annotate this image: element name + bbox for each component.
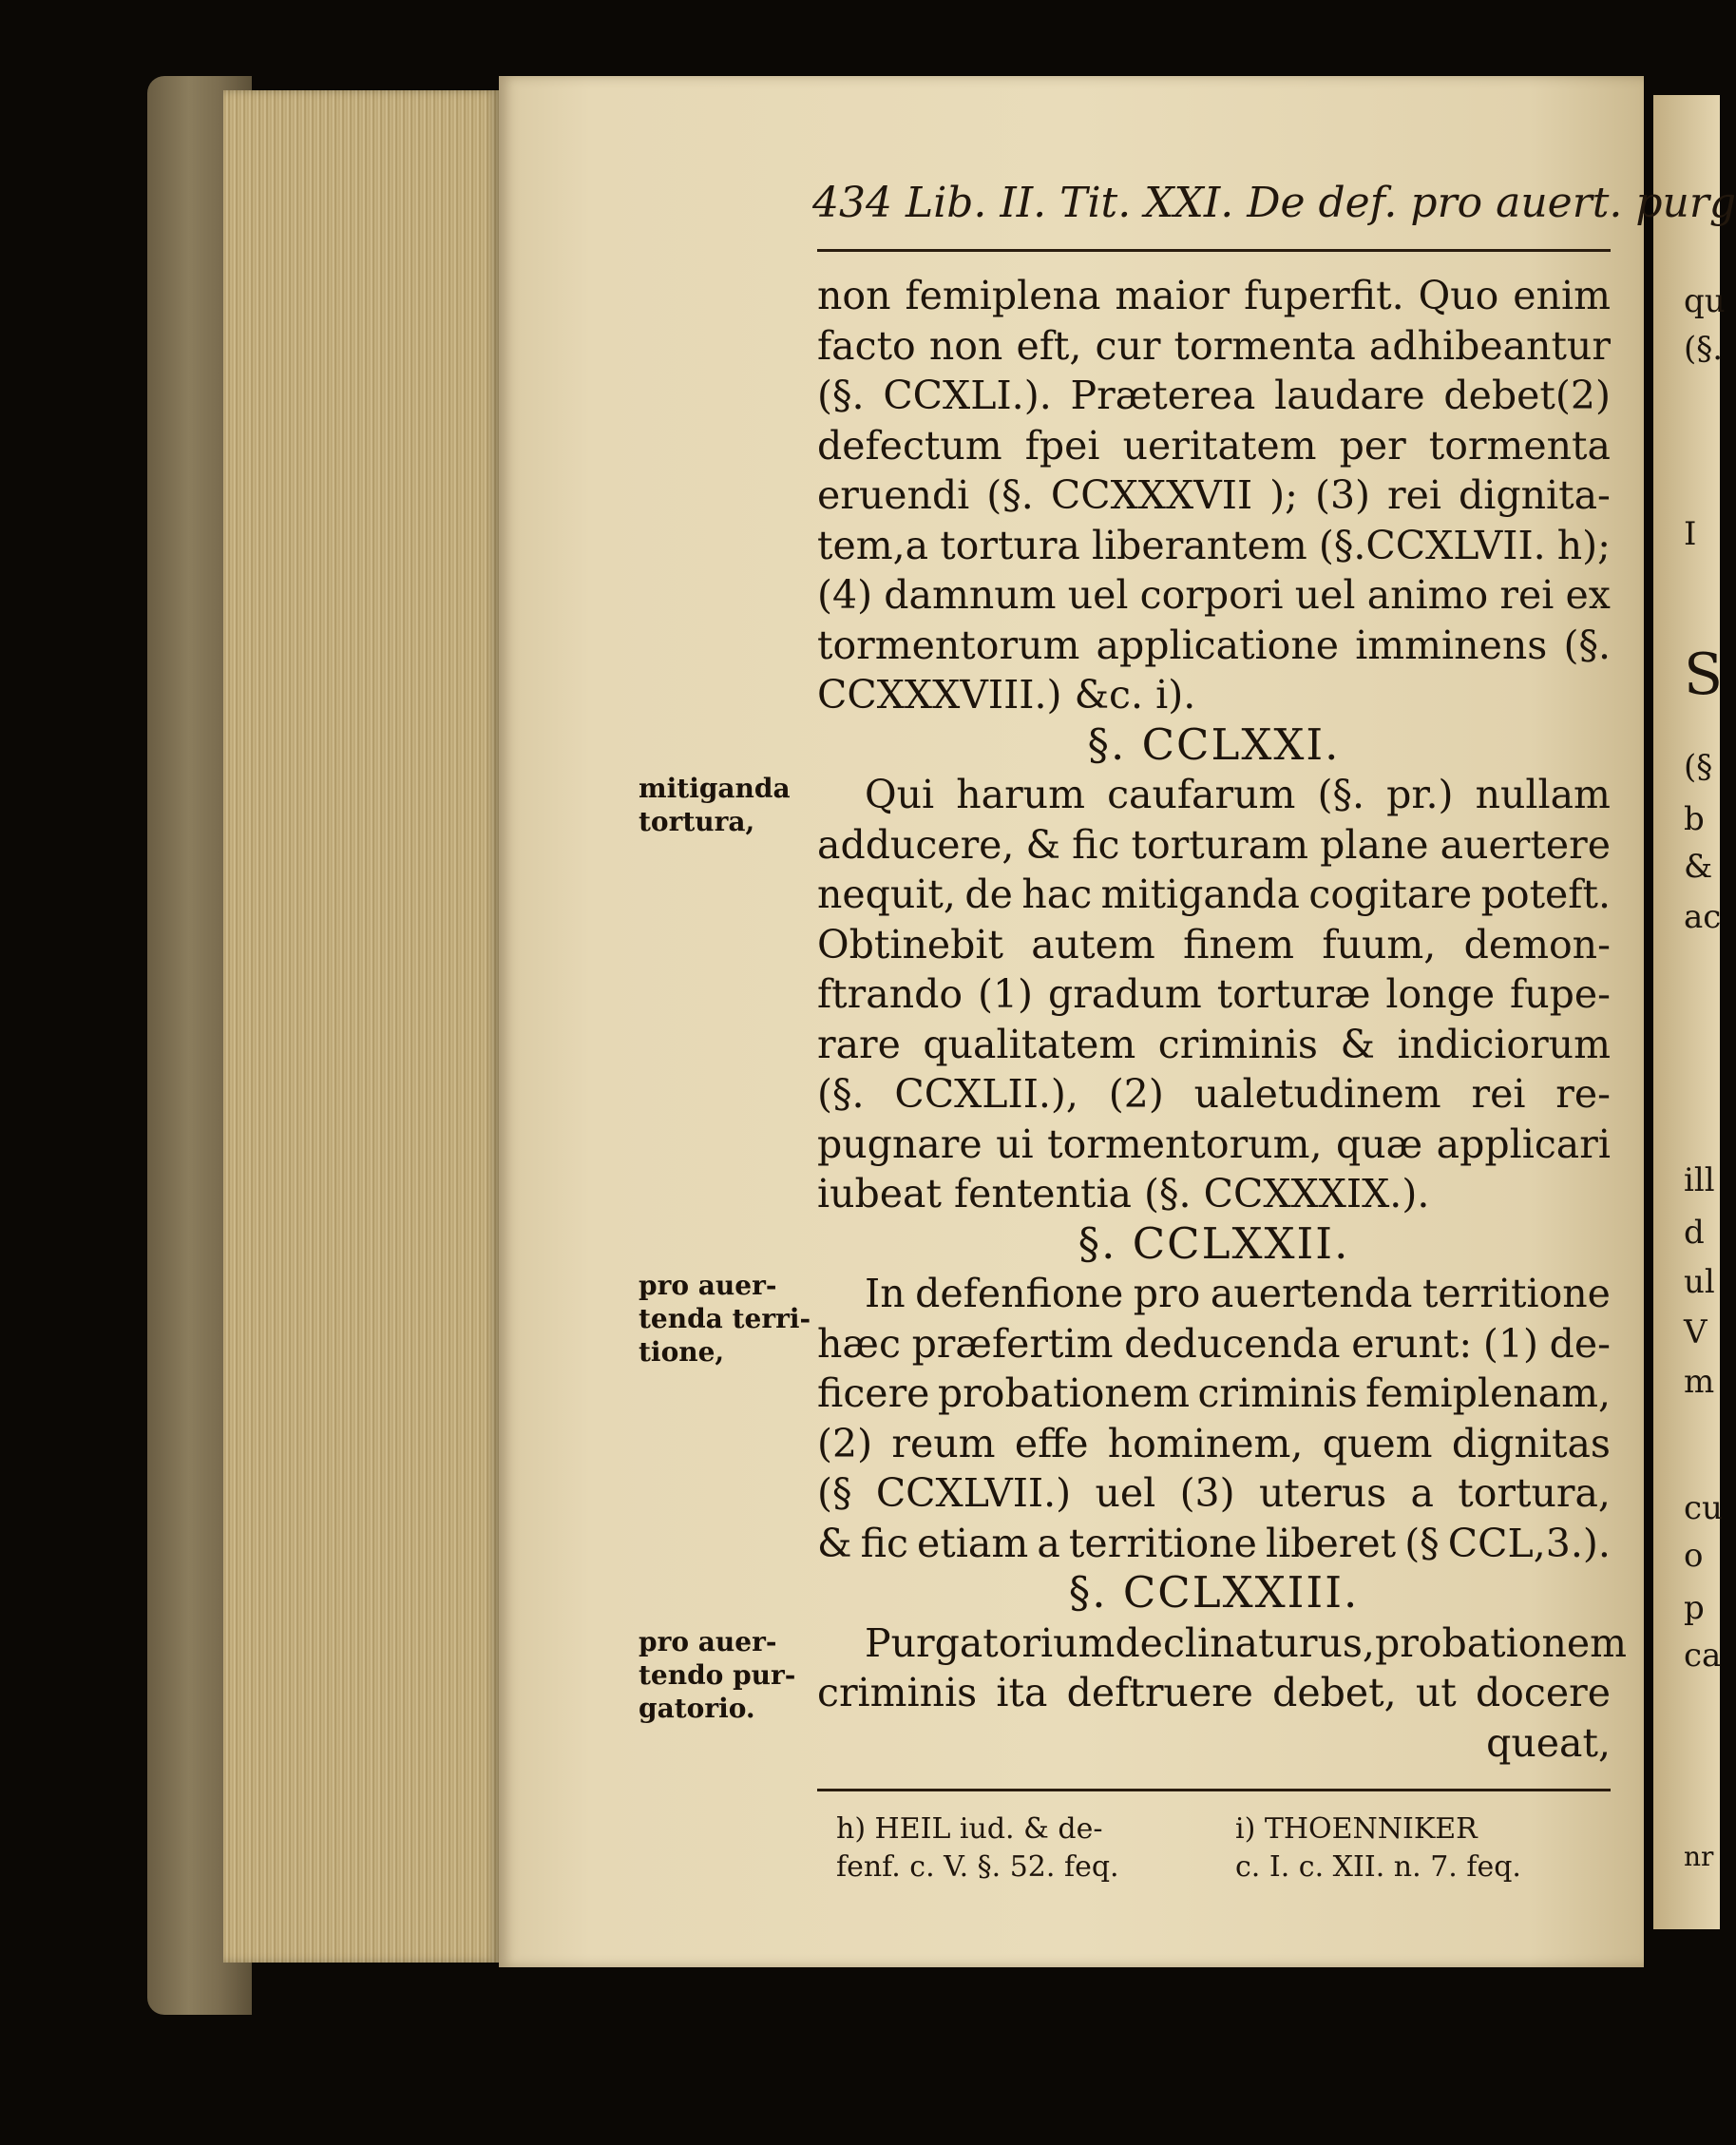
word: a (1037, 1520, 1060, 1566)
word: deducenda (1124, 1320, 1341, 1367)
body-line (817, 1269, 1611, 1319)
word: imminens (1355, 622, 1548, 668)
word: fupe- (1510, 971, 1611, 1017)
word: CCL,3.). (1447, 1520, 1611, 1566)
facing-fragment: (§. (1684, 330, 1724, 368)
word: tormentorum (817, 622, 1080, 668)
word: tormentorum, (1047, 1120, 1323, 1167)
word: pr.) (1386, 772, 1454, 817)
facing-fragment: ca (1684, 1637, 1722, 1675)
word: criminis (1197, 1370, 1358, 1416)
word: (§. (986, 472, 1034, 518)
marginal-line: gatorio. (639, 1693, 755, 1724)
word: declinaturus, (1115, 1619, 1375, 1666)
word: criminis (817, 1670, 978, 1715)
word: non (928, 322, 1003, 369)
facing-fragment: & (1684, 848, 1713, 886)
word: defenfione (915, 1271, 1124, 1316)
body-line (817, 521, 1611, 571)
word: corpori (1139, 572, 1284, 618)
marginal-note (639, 1625, 795, 1725)
body-line (817, 1120, 1611, 1170)
word: torturæ (1216, 971, 1371, 1017)
word: animo (1366, 572, 1489, 618)
section-heading (817, 1219, 1611, 1270)
body-line (817, 321, 1611, 372)
section-heading (817, 720, 1611, 771)
body-text (817, 271, 1627, 1768)
marginal-line: pro auer- (639, 1270, 777, 1301)
word: defectum (817, 422, 1002, 469)
marginal-line: tione, (639, 1336, 725, 1368)
body-line (817, 1419, 1611, 1469)
marginal-note (639, 1269, 811, 1369)
word: debet, (1272, 1670, 1397, 1715)
word: probationem (1374, 1619, 1627, 1666)
word: fic (1072, 821, 1120, 868)
body-line (817, 371, 1611, 421)
word: fpei (1024, 422, 1100, 469)
word: (2) (817, 1420, 873, 1466)
word: nullam (1475, 772, 1611, 817)
word: (§. (817, 1071, 865, 1117)
word: femiplena (905, 273, 1101, 318)
word: longe (1385, 971, 1496, 1017)
marginal-line: tenda terri- (639, 1303, 811, 1334)
word: CCXXXVII (1050, 472, 1253, 518)
word: a (1410, 1470, 1434, 1516)
facing-fragment: S (1684, 642, 1724, 708)
word: auertere (1440, 821, 1611, 868)
word: (§ (1404, 1520, 1440, 1566)
word: quem (1322, 1420, 1433, 1466)
word: probationem (937, 1370, 1190, 1416)
word: ui (996, 1120, 1034, 1167)
body-line (817, 670, 1611, 720)
word: (§. (1317, 772, 1365, 817)
word: autem (1031, 921, 1155, 967)
body-line (817, 271, 1611, 321)
facing-fragment: ill (1684, 1161, 1715, 1199)
word: femiplenam, (1365, 1370, 1611, 1416)
word: per (1339, 422, 1406, 469)
word: In (865, 1271, 906, 1316)
word: finem (1183, 921, 1295, 967)
word: ita (996, 1670, 1048, 1715)
footnote-line: c. I. c. XII. n. 7. feq. (1235, 1850, 1521, 1884)
body-line (817, 1319, 1611, 1369)
footnote-line: fenf. c. V. §. 52. feq. (836, 1850, 1119, 1884)
word: (1) (1482, 1320, 1538, 1367)
line-text: iubeat fententia (§. CCXXXIX.). (817, 1171, 1430, 1216)
word: ualetudinem (1193, 1071, 1441, 1117)
body-line (817, 421, 1611, 471)
word: liberet (1266, 1520, 1397, 1566)
word: cogitare (1308, 871, 1473, 917)
marginal-line: tortura, (639, 806, 755, 837)
page-edges (223, 90, 499, 1963)
facing-fragment: I (1684, 515, 1697, 553)
word: territione (1068, 1520, 1257, 1566)
word: ueritatem (1122, 422, 1317, 469)
word: effe (1014, 1420, 1089, 1466)
word: tormenta (1428, 422, 1611, 469)
section-heading (817, 1568, 1611, 1618)
word: tortura (940, 522, 1080, 568)
word: & (1340, 1021, 1375, 1067)
word: adhibeantur (1368, 322, 1611, 369)
word: fuperfit. (1244, 273, 1404, 318)
line-text: §. CCLXXI. (1087, 718, 1341, 770)
word: (3) (1314, 472, 1371, 518)
word: de- (1549, 1320, 1611, 1367)
word: & (1025, 821, 1061, 868)
word: adducere, (817, 821, 1015, 868)
body-line (817, 820, 1611, 871)
word: de (964, 871, 1013, 917)
word: torturam (1131, 821, 1309, 868)
word: (§. (1563, 622, 1611, 668)
word: territione (1421, 1271, 1611, 1316)
facing-fragment: d (1684, 1214, 1705, 1252)
facing-fragment: ac (1684, 898, 1722, 936)
word: harum (956, 772, 1085, 817)
word: fic (860, 1520, 908, 1566)
word: ftrando (817, 971, 963, 1017)
word: hac (1021, 871, 1093, 917)
word: tortura, (1458, 1470, 1611, 1516)
body-line (817, 1069, 1611, 1120)
word: fuum, (1322, 921, 1437, 967)
word: (4) (817, 572, 873, 618)
marginal-note (639, 772, 791, 838)
line-text: §. CCLXXII. (1078, 1217, 1350, 1269)
word: rei (1471, 1071, 1526, 1117)
word: (3) (1179, 1470, 1235, 1516)
word: CCXLVII.) (875, 1470, 1072, 1516)
word: maior (1115, 273, 1230, 318)
word: criminis (1157, 1021, 1318, 1067)
word: CCXLII.), (894, 1071, 1078, 1117)
word: eft, (1016, 322, 1082, 369)
word: tem,a (817, 522, 929, 568)
word: reum (891, 1420, 996, 1466)
word: ficere (817, 1370, 930, 1416)
body-line (817, 570, 1611, 621)
line-text: queat, (1486, 1719, 1611, 1766)
word: h); (1556, 522, 1611, 568)
line-text: CCXXXVIII.) &c. i). (817, 672, 1196, 718)
word: deftruere (1066, 1670, 1253, 1715)
facing-fragment: ul (1684, 1263, 1715, 1301)
word: gradum (1047, 971, 1202, 1017)
facing-fragment: V (1684, 1313, 1707, 1351)
body-line (817, 969, 1611, 1020)
word: applicatione (1096, 622, 1340, 668)
word: enim (1513, 273, 1611, 318)
word: ex (1565, 572, 1611, 618)
word: (§ (817, 1470, 852, 1516)
facing-fragment: m (1684, 1363, 1715, 1401)
footnote-i (1235, 1810, 1521, 1886)
word: demon- (1463, 921, 1611, 967)
word: (1) (977, 971, 1034, 1017)
word: (2) (1108, 1071, 1164, 1117)
marginal-line: mitiganda (639, 773, 791, 804)
word: poteft. (1480, 871, 1611, 917)
word: (§.CCXLVII. (1318, 522, 1546, 568)
word: uel (1067, 572, 1129, 618)
marginal-line: pro auer- (639, 1626, 777, 1657)
word: non (817, 273, 891, 318)
word: Obtinebit (817, 921, 1003, 967)
body-line (817, 920, 1611, 970)
facing-fragment: cu (1684, 1489, 1723, 1527)
word: (§. (817, 373, 865, 418)
word: cur (1095, 322, 1161, 369)
word: pro (1133, 1271, 1201, 1316)
footnote-h (836, 1810, 1119, 1886)
word: damnum (884, 572, 1057, 618)
word: re- (1555, 1071, 1611, 1117)
word: caufarum (1107, 772, 1296, 817)
word: uel (1294, 572, 1356, 618)
facing-fragment: o (1684, 1537, 1704, 1575)
body-line (817, 1718, 1611, 1769)
word: uterus (1258, 1470, 1387, 1516)
word: pugnare (817, 1120, 982, 1167)
facing-fragment: nr (1684, 1841, 1714, 1872)
word: rare (817, 1021, 901, 1067)
word: præfertim (911, 1320, 1114, 1367)
word: applicari (1436, 1120, 1611, 1167)
word: ut (1415, 1670, 1457, 1715)
word: rei (1387, 472, 1442, 518)
head-rule (817, 249, 1611, 252)
body-line (817, 1468, 1611, 1519)
word: debet(2) (1443, 373, 1611, 418)
word: plane (1320, 821, 1429, 868)
word: laudare (1274, 373, 1425, 418)
body-line (817, 1668, 1611, 1718)
word: Præterea (1070, 373, 1256, 418)
word: hæc (817, 1320, 901, 1367)
word: nequit, (817, 871, 956, 917)
word: ); (1269, 472, 1298, 518)
word: docere (1475, 1670, 1611, 1715)
word: dignitas (1451, 1420, 1611, 1466)
footnote-line: h) HEIL iud. & de- (836, 1812, 1103, 1846)
body-line (817, 870, 1611, 920)
body-line (817, 1369, 1611, 1419)
facing-fragment: qu (1684, 282, 1726, 320)
word: erunt: (1351, 1320, 1473, 1367)
facing-fragment: p (1684, 1589, 1705, 1627)
body-line (817, 470, 1611, 521)
word: eruendi (817, 472, 970, 518)
body-line (817, 1020, 1611, 1070)
running-head: 434 Lib. II. Tit. XXI. De def. pro auert. purg (812, 179, 1736, 227)
word: auertenda (1210, 1271, 1413, 1316)
word: uel (1095, 1470, 1156, 1516)
word: Purgatorium (865, 1619, 1116, 1666)
word: CCXLI.). (883, 373, 1052, 418)
word: indiciorum (1397, 1021, 1611, 1067)
marginal-line: tendo pur- (639, 1659, 796, 1691)
word: liberantem (1091, 522, 1307, 568)
word: dignita- (1459, 472, 1611, 518)
word: facto (817, 322, 916, 369)
word: rei (1499, 572, 1555, 618)
body-line (817, 1618, 1627, 1669)
footnote-line: i) THOENNIKER (1235, 1812, 1478, 1846)
word: quæ (1335, 1120, 1423, 1167)
facing-fragment: (§ (1684, 748, 1713, 786)
footnote-rule (817, 1789, 1611, 1791)
word: & (817, 1520, 852, 1566)
word: qualitatem (923, 1021, 1136, 1067)
word: Qui (865, 772, 935, 817)
body-line (817, 1519, 1611, 1569)
word: hominem, (1107, 1420, 1304, 1466)
word: mitiganda (1100, 871, 1300, 917)
line-text: §. CCLXXIII. (1068, 1567, 1360, 1618)
word: tormenta (1173, 322, 1356, 369)
body-line (817, 621, 1611, 671)
word: Quo (1418, 273, 1499, 318)
body-line (817, 1169, 1611, 1219)
facing-fragment: b (1684, 800, 1705, 838)
body-line (817, 770, 1611, 820)
word: etiam (917, 1520, 1029, 1566)
